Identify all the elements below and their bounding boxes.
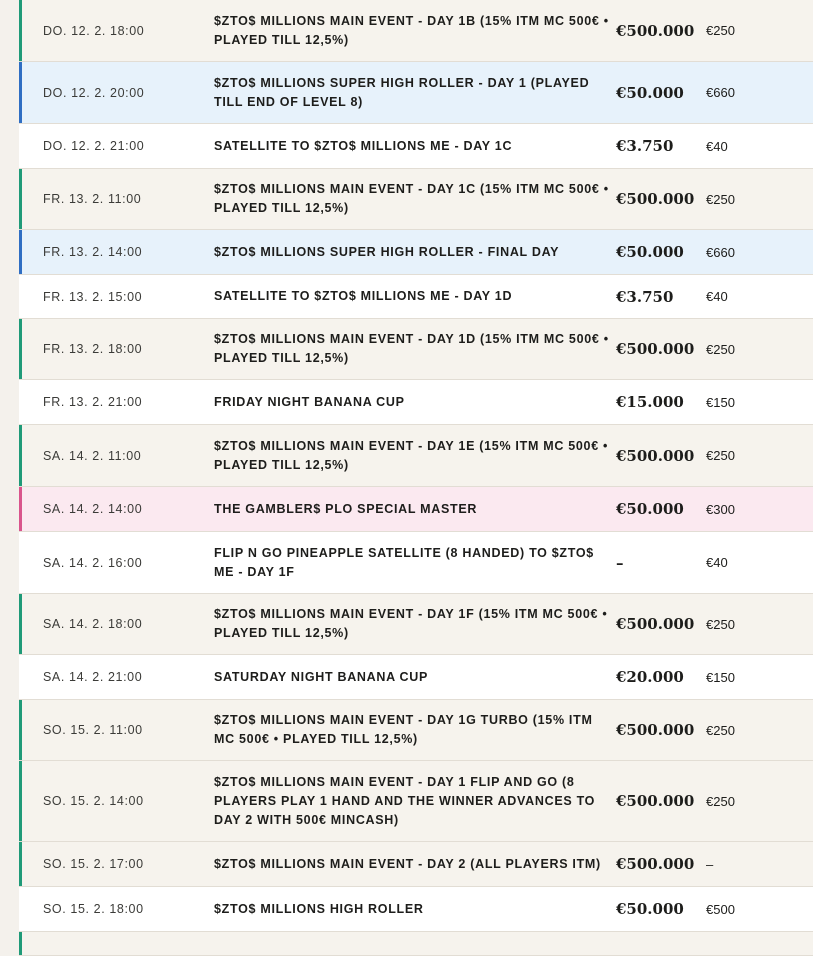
table-row[interactable] [19, 319, 813, 380]
tournament-name: $ZTO$ MILLIONS MAIN EVENT - DAY 1E (15% ITM MC 500€ • PLAYED TILL 12,5%) [214, 438, 609, 472]
buy-in: €660 [706, 244, 735, 260]
guaranteed-prize: €500.000 [616, 21, 695, 40]
guaranteed-prize: €3.750 [616, 287, 674, 306]
buy-in: €150 [706, 394, 735, 410]
table-row[interactable] [19, 932, 813, 956]
tournament-name: SATELLITE TO $ZTO$ MILLIONS ME - DAY 1D [214, 289, 513, 303]
tournament-date: FR. 13. 2. 14:00 [43, 245, 143, 259]
tournament-date: SA. 14. 2. 11:00 [43, 448, 142, 463]
guaranteed-prize: €500.000 [616, 721, 695, 739]
buy-in: €250 [706, 341, 735, 357]
guaranteed-prize: €15.000 [616, 393, 684, 411]
guaranteed-prize: €3.750 [616, 137, 674, 155]
tournament-name: SATELLITE TO $ZTO$ MILLIONS ME - DAY 1C [214, 138, 513, 153]
tournament-date: DO. 12. 2. 21:00 [43, 139, 145, 153]
tournament-name: $ZTO$ MILLIONS MAIN EVENT - DAY 1C (15% ITM MC 500€ • PLAYED TILL 12,5%) [214, 182, 609, 215]
buy-in: €500 [706, 901, 735, 917]
buy-in: €250 [706, 191, 735, 207]
guaranteed-prize: €500.000 [616, 855, 695, 873]
tournament-date: SO. 15. 2. 11:00 [43, 723, 143, 737]
buy-in: €300 [706, 501, 735, 517]
table-row[interactable] [19, 887, 813, 932]
buy-in: €250 [706, 23, 735, 38]
table-row[interactable] [19, 230, 813, 275]
buy-in: €250 [706, 448, 735, 463]
tournament-date: SA. 14. 2. 21:00 [43, 670, 143, 684]
tournament-name: $ZTO$ MILLIONS MAIN EVENT - DAY 1B (15% ITM MC 500€ • PLAYED TILL 12,5%) [214, 13, 609, 47]
buy-in: €250 [706, 793, 735, 809]
tournament-date: FR. 13. 2. 18:00 [43, 342, 143, 356]
tournament-date: SO. 15. 2. 18:00 [43, 902, 144, 916]
guaranteed-prize: €500.000 [616, 340, 695, 358]
table-row[interactable] [19, 275, 813, 319]
tournament-name: THE GAMBLER$ PLO SPECIAL MASTER [214, 501, 478, 516]
buy-in: €40 [706, 289, 728, 304]
guaranteed-prize: €500.000 [616, 792, 695, 810]
guaranteed-prize: €50.000 [616, 900, 684, 918]
buy-in: €150 [706, 669, 735, 685]
table-row[interactable] [19, 425, 813, 487]
tournament-date: DO. 12. 2. 20:00 [43, 85, 145, 100]
table-row[interactable] [19, 0, 813, 62]
tournament-name: SATURDAY NIGHT BANANA CUP [214, 669, 429, 684]
table-row[interactable] [19, 594, 813, 655]
tournament-schedule [19, 0, 813, 956]
buy-in: €40 [706, 138, 728, 154]
tournament-date: FR. 13. 2. 15:00 [43, 289, 143, 304]
table-row[interactable] [19, 842, 813, 887]
buy-in: €250 [706, 616, 735, 632]
guaranteed-prize: – [616, 553, 624, 572]
tournament-name: $ZTO$ MILLIONS MAIN EVENT - DAY 1G TURBO (15% ITM MC 500€ • PLAYED TILL 12,5%) [214, 713, 593, 746]
table-row[interactable] [19, 380, 813, 425]
tournament-name: $ZTO$ MILLIONS MAIN EVENT - DAY 2 (ALL PLAYERS ITM) [214, 856, 601, 871]
tournament-date: SA. 14. 2. 16:00 [43, 555, 143, 570]
guaranteed-prize: €50.000 [616, 500, 684, 518]
table-row[interactable] [19, 532, 813, 594]
tournament-date: SA. 14. 2. 18:00 [43, 617, 143, 631]
tournament-name: $ZTO$ MILLIONS SUPER HIGH ROLLER - DAY 1 (PLAYED TILL END OF LEVEL 8) [214, 75, 590, 109]
tournament-date: SO. 15. 2. 17:00 [43, 857, 144, 871]
guaranteed-prize: €500.000 [616, 615, 695, 633]
tournament-date: SO. 15. 2. 14:00 [43, 794, 144, 808]
tournament-date: DO. 12. 2. 18:00 [43, 23, 145, 38]
guaranteed-prize: €50.000 [616, 83, 684, 102]
tournament-name: $ZTO$ MILLIONS SUPER HIGH ROLLER - FINAL DAY [214, 244, 560, 259]
tournament-date: FR. 13. 2. 21:00 [43, 395, 143, 409]
guaranteed-prize: €50.000 [616, 243, 684, 261]
table-row[interactable] [19, 62, 813, 124]
guaranteed-prize: €20.000 [616, 668, 684, 686]
tournament-name: FLIP N GO PINEAPPLE SATELLITE (8 HANDED) TO $ZTO$ ME - DAY 1F [214, 545, 594, 579]
table-row[interactable] [19, 169, 813, 230]
table-row[interactable] [19, 487, 813, 532]
buy-in: €660 [706, 85, 735, 100]
table-row[interactable] [19, 655, 813, 700]
guaranteed-prize: €500.000 [616, 446, 695, 465]
tournament-name: $ZTO$ MILLIONS MAIN EVENT - DAY 1 FLIP AND GO (8 PLAYERS PLAY 1 HAND AND THE WINNER ADVANCES TO DAY 2 WITH 500€ MINCASH) [214, 774, 596, 827]
tournament-name: $ZTO$ MILLIONS HIGH ROLLER [214, 901, 424, 916]
tournament-name: $ZTO$ MILLIONS MAIN EVENT - DAY 1D (15% ITM MC 500€ • PLAYED TILL 12,5%) [214, 332, 609, 365]
table-row[interactable] [19, 761, 813, 842]
tournament-name: FRIDAY NIGHT BANANA CUP [214, 394, 405, 409]
buy-in: €250 [706, 722, 735, 738]
buy-in: – [706, 856, 714, 872]
buy-in: €40 [706, 555, 728, 570]
table-row[interactable] [19, 124, 813, 169]
tournament-name: $ZTO$ MILLIONS MAIN EVENT - DAY 1F (15% ITM MC 500€ • PLAYED TILL 12,5%) [214, 607, 608, 640]
tournament-date: SA. 14. 2. 14:00 [43, 502, 143, 516]
guaranteed-prize: €500.000 [616, 190, 695, 208]
table-row[interactable] [19, 700, 813, 761]
tournament-date: FR. 13. 2. 11:00 [43, 192, 142, 206]
